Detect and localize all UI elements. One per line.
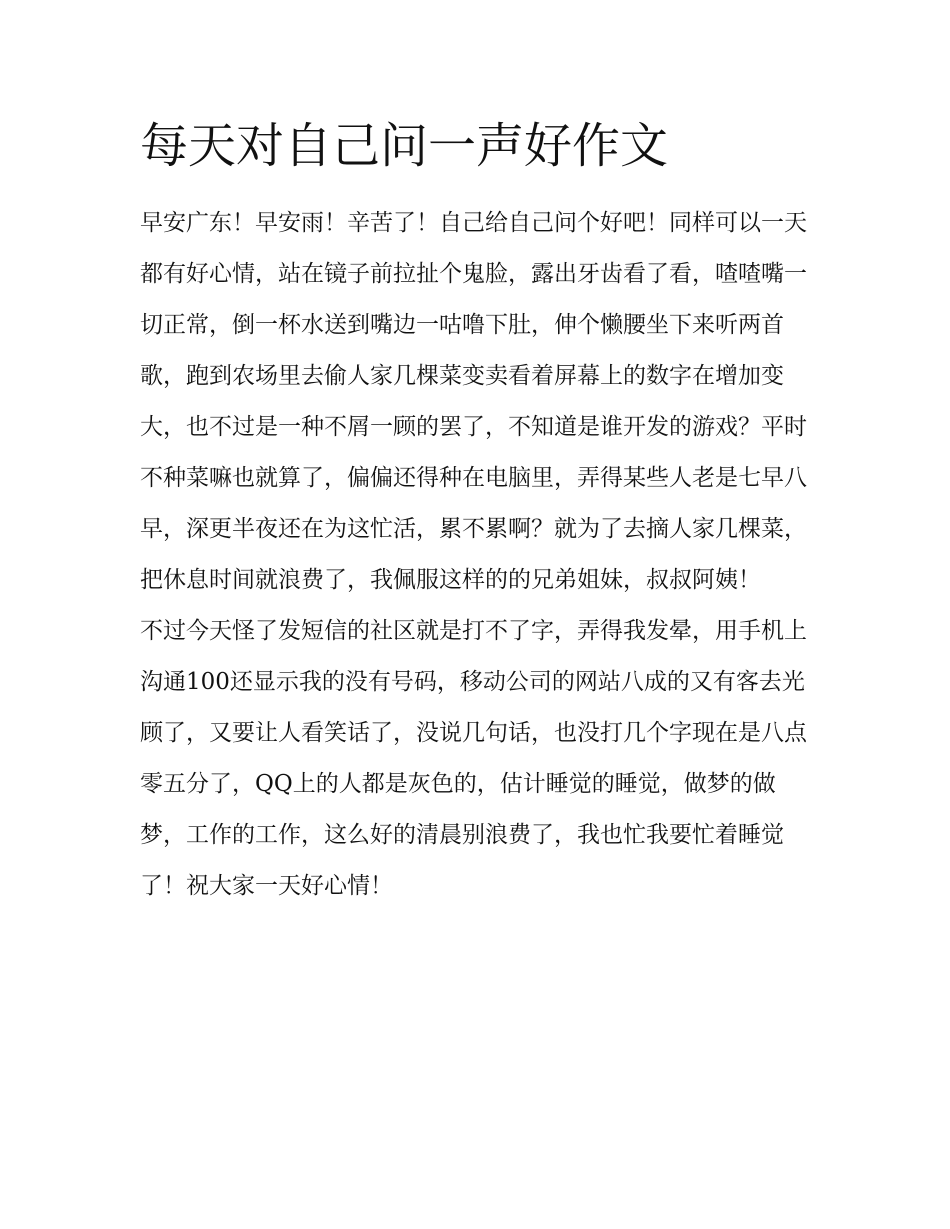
document-body [140,198,812,912]
paragraph-2: 不过今天怪了发短信的社区就是打不了字，弄得我发晕，用手机上沟通100还显示我的没有号码，移动公司的网站八成的又有客去光顾了，又要让人看笑话了，没说几句话，也没打几个字现在是八点零五分了，QQ上的人都是灰色的，估计睡觉的睡觉，做梦的做梦，工作的工作，这么好的清晨别浪费了，我也忙我要忙着睡觉了！祝大家一天好心情！ [140,618,807,899]
document-title: 每天对自己问一声好作文 [140,118,669,174]
paragraph-1: 早安广东！早安雨！辛苦了！自己给自己问个好吧！同样可以一天都有好心情，站在镜子前拉扯个鬼脸，露出牙齿看了看，喳喳嘴一切正常，倒一杯水送到嘴边一咕噜下肚，伸个懒腰坐下来听两首歌，跑到农场里去偷人家几棵菜变卖看着屏幕上的数字在增加变大，也不过是一种不屑一顾的罢了，不知道是谁开发的游戏？平时不种菜嘛也就算了，偏偏还得种在电脑里，弄得某些人老是七早八早，深更半夜还在为这忙活，累不累啊？就为了去摘人家几棵菜，把休息时间就浪费了，我佩服这样的的兄弟姐妹，叔叔阿姨！ [140,210,807,593]
